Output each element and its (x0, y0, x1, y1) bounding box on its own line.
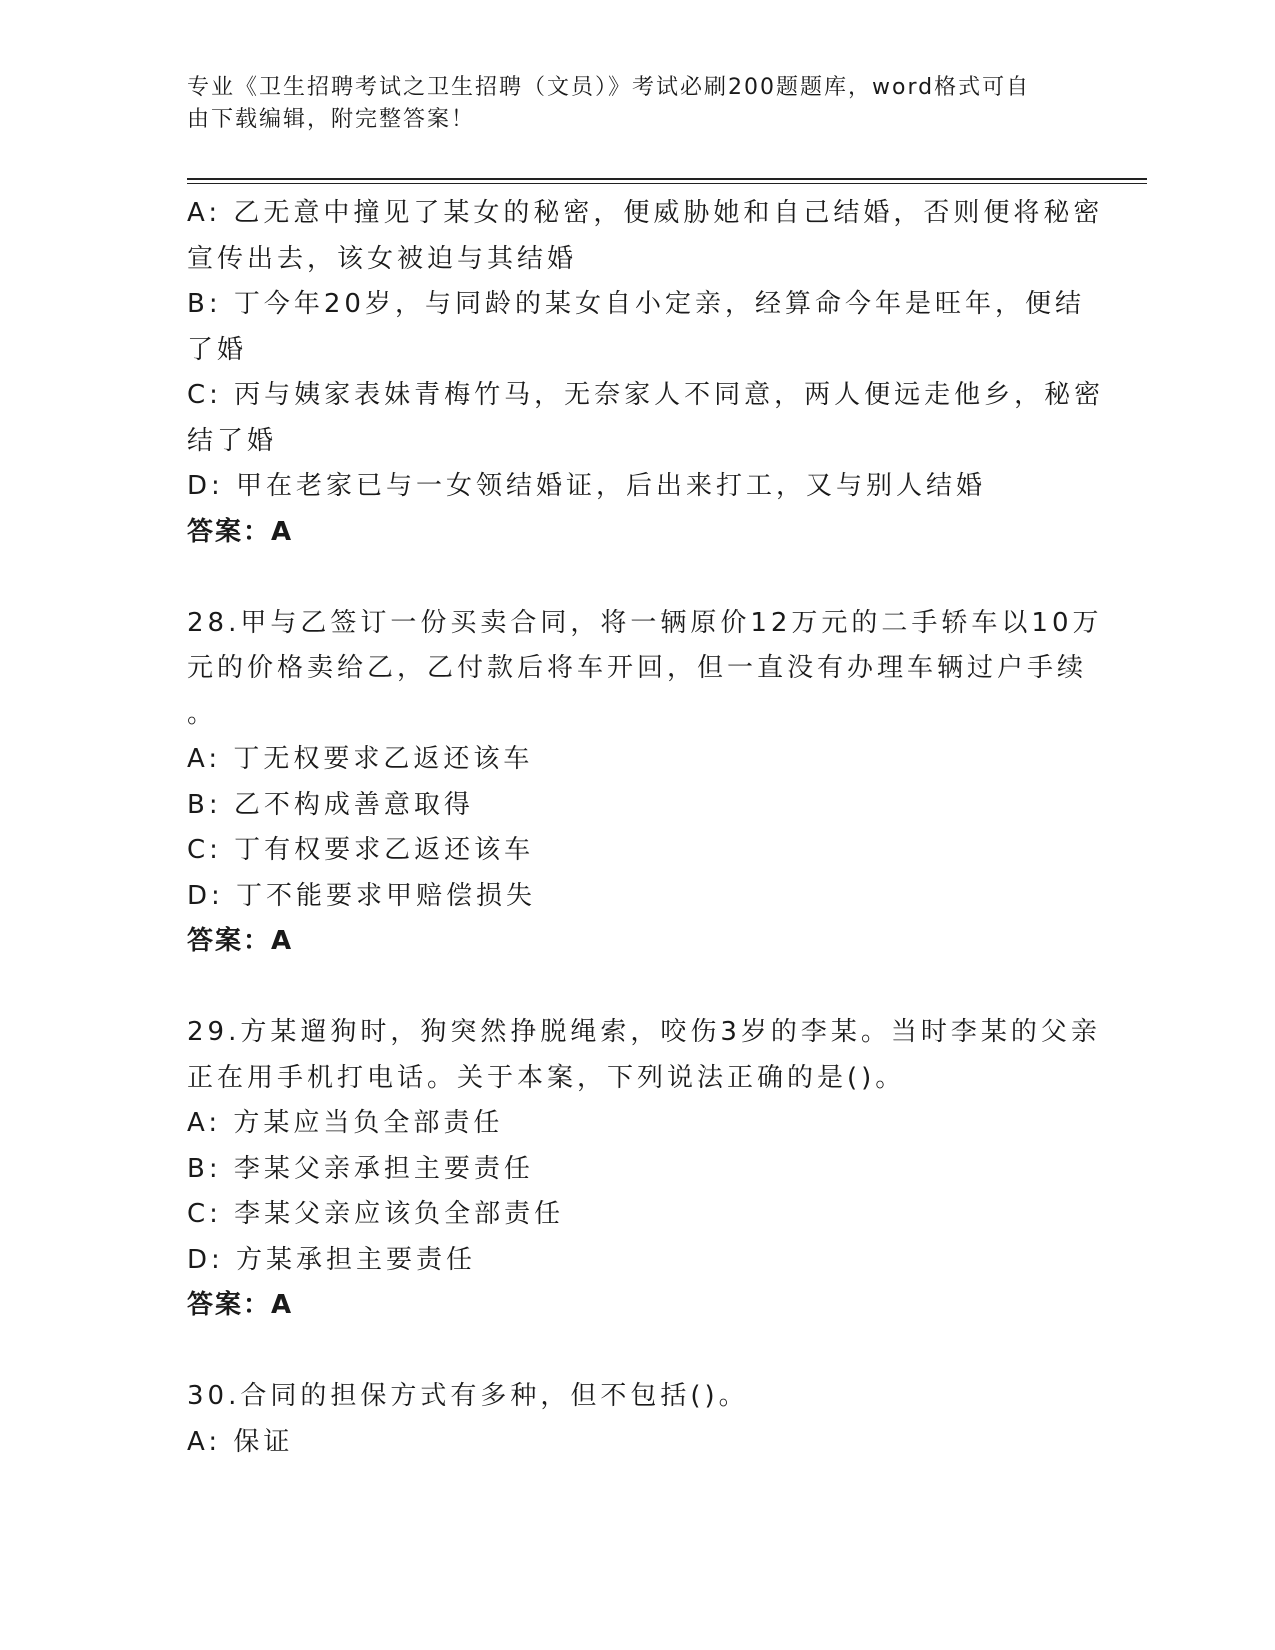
document-header (187, 72, 1067, 136)
question-stem-continued: 元的价格卖给乙，乙付款后将车开回，但一直没有办理车辆过户手续 (187, 653, 1088, 683)
header-divider-thin (187, 183, 1147, 184)
option-d: D: 甲在老家已与一女领结婚证，后出来打工，又与别人结婚 (187, 471, 987, 501)
question-27-options (187, 191, 1105, 555)
option-a: A: 丁无权要求乙返还该车 (187, 744, 534, 774)
spacer (187, 1329, 1067, 1375)
header-line-2: 由下载编辑，附完整答案！ (187, 107, 476, 132)
question-list (187, 191, 1105, 1465)
question-stem: 28.甲与乙签订一份买卖合同，将一辆原价12万元的二手轿车以10万 (187, 607, 1103, 638)
option-b: B: 李某父亲承担主要责任 (187, 1153, 534, 1184)
option-c: C: 丁有权要求乙返还该车 (187, 835, 535, 865)
header-line-1: 专业《卫生招聘考试之卫生招聘（文员）》考试必刷200题题库，word格式可自 (187, 75, 1031, 100)
answer: 答案：A (187, 1290, 294, 1320)
option-a: A: 保证 (187, 1426, 294, 1457)
question-stem: 29.方某遛狗时，狗突然挣脱绳索，咬伤3岁的李某。当时李某的父亲 (187, 1017, 1101, 1047)
question-29 (187, 1010, 1101, 1329)
question-28 (187, 601, 1103, 965)
option-c: C: 李某父亲应该负全部责任 (187, 1199, 565, 1229)
question-stem-end: 。 (187, 698, 218, 729)
option-a: A: 方某应当负全部责任 (187, 1108, 504, 1138)
question-stem-continued: 正在用手机打电话。关于本案，下列说法正确的是()。 (187, 1062, 906, 1093)
header-divider-thick (187, 178, 1147, 180)
option-c: C: 丙与姨家表妹青梅竹马，无奈家人不同意，两人便远走他乡，秘密 (187, 380, 1105, 410)
option-b: B: 丁今年20岁，与同龄的某女自小定亲，经算命今年是旺年，便结 (187, 289, 1085, 319)
option-a-continued: 宣传出去，该女被迫与其结婚 (187, 243, 578, 274)
option-c-continued: 结了婚 (187, 425, 278, 456)
spacer (187, 555, 1067, 601)
option-d: D: 丁不能要求甲赔偿损失 (187, 880, 537, 911)
option-d: D: 方某承担主要责任 (187, 1244, 477, 1275)
answer: 答案：A (187, 516, 294, 547)
option-b: B: 乙不构成善意取得 (187, 789, 474, 820)
option-a: A: 乙无意中撞见了某女的秘密，便威胁她和自己结婚，否则便将秘密 (187, 198, 1104, 228)
spacer (187, 965, 1067, 1011)
question-stem: 30.合同的担保方式有多种，但不包括()。 (187, 1381, 749, 1411)
question-30 (187, 1374, 1067, 1465)
answer: 答案：A (187, 926, 294, 956)
option-b-continued: 了婚 (187, 334, 248, 365)
